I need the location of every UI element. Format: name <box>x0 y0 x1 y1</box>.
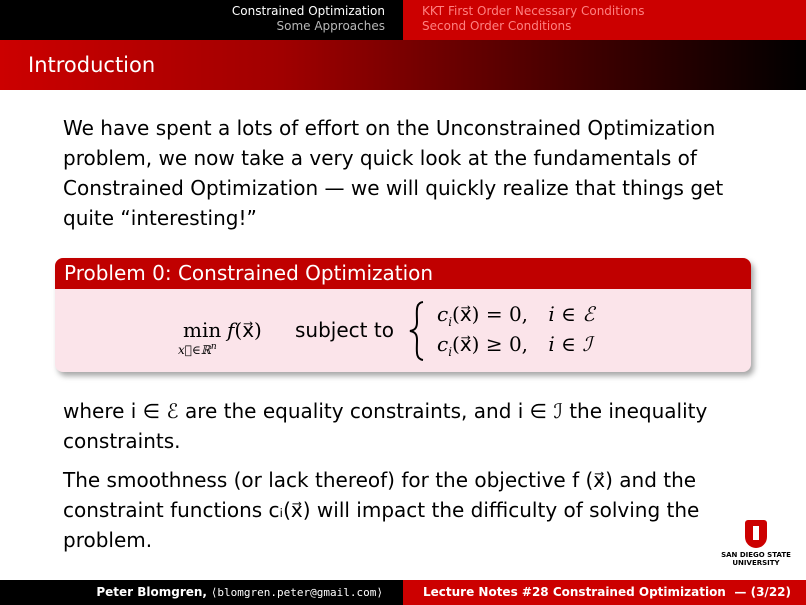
frame-title: Introduction <box>28 53 156 77</box>
footer-author: Peter Blomgren, <box>96 585 207 599</box>
domain-exponent: n <box>210 342 217 352</box>
intro-line: quite “interesting!” <box>63 206 257 230</box>
inequality-set: i ∈ ℐ <box>548 332 592 356</box>
min-domain <box>178 342 217 357</box>
constraint-c: c <box>437 302 449 326</box>
objective-f: f <box>227 318 235 342</box>
objective-arg: (x⃗) <box>234 318 262 342</box>
subject-to-label: subject to <box>295 318 394 342</box>
problem-block-title: Problem 0: Constrained Optimization <box>55 258 751 289</box>
smoothness-paragraph <box>63 465 753 555</box>
frame-title-bar <box>0 40 806 90</box>
constraint-index: i <box>448 345 453 359</box>
constraint-c: c <box>437 332 449 356</box>
problem-block <box>55 258 751 372</box>
where-line: constraints. <box>63 429 181 453</box>
min-text: min <box>183 318 222 342</box>
nav-link-second-order[interactable]: Second Order Conditions <box>422 19 572 33</box>
footer-lecture-title: Lecture Notes #28 Constrained Optimization <box>423 585 726 599</box>
domain-text: x⃗∈ℝ <box>178 343 211 357</box>
university-logo <box>718 520 794 570</box>
equality-constraint <box>437 302 594 329</box>
nav-link-kkt[interactable]: KKT First Order Necessary Conditions <box>422 4 645 18</box>
smoothness-line: The smoothness (or lack thereof) for the objective f (x⃗) and the <box>63 468 697 492</box>
logo-line: SAN DIEGO STATE <box>721 551 791 559</box>
intro-line: We have spent a lots of effort on the Unconstrained Optimization <box>63 116 716 140</box>
nav-section-right[interactable] <box>403 0 806 40</box>
where-paragraph <box>63 396 753 456</box>
equality-set: i ∈ ℰ <box>548 302 595 326</box>
inequality-expression: (x⃗) ≥ 0, <box>452 332 529 356</box>
nav-section-left[interactable] <box>0 0 395 40</box>
footer-email: ⟨blomgren.peter@gmail.com⟩ <box>210 586 383 599</box>
smoothness-line: constraint functions cᵢ(x⃗) will impact the difficulty of solving the <box>63 498 700 522</box>
smoothness-line: problem. <box>63 528 153 552</box>
footer-page-number: — (3/22) <box>734 585 791 599</box>
objective-function <box>227 318 262 342</box>
navigation-bar <box>0 0 806 40</box>
logo-text <box>718 551 794 567</box>
logo-line: UNIVERSITY <box>732 559 780 567</box>
footer-author-block <box>0 580 403 605</box>
constraint-index: i <box>448 315 453 329</box>
intro-line: problem, we now take a very quick look at the fundamentals of <box>63 146 697 170</box>
inequality-constraint <box>437 332 592 359</box>
shield-icon <box>745 520 767 548</box>
where-line: where i ∈ ℰ are the equality constraints, and i ∈ ℐ the inequality <box>63 399 708 423</box>
nav-current-section[interactable]: Constrained Optimization <box>231 4 385 18</box>
footer-bar <box>0 580 806 605</box>
nav-current-subsection[interactable]: Some Approaches <box>276 19 385 33</box>
min-operator <box>183 318 221 342</box>
left-brace-icon <box>407 300 429 362</box>
equality-expression: (x⃗) = 0, <box>452 302 529 326</box>
footer-lecture-block <box>403 580 806 605</box>
intro-line: Constrained Optimization — we will quickly realize that things get <box>63 176 724 200</box>
intro-paragraph <box>63 113 753 233</box>
